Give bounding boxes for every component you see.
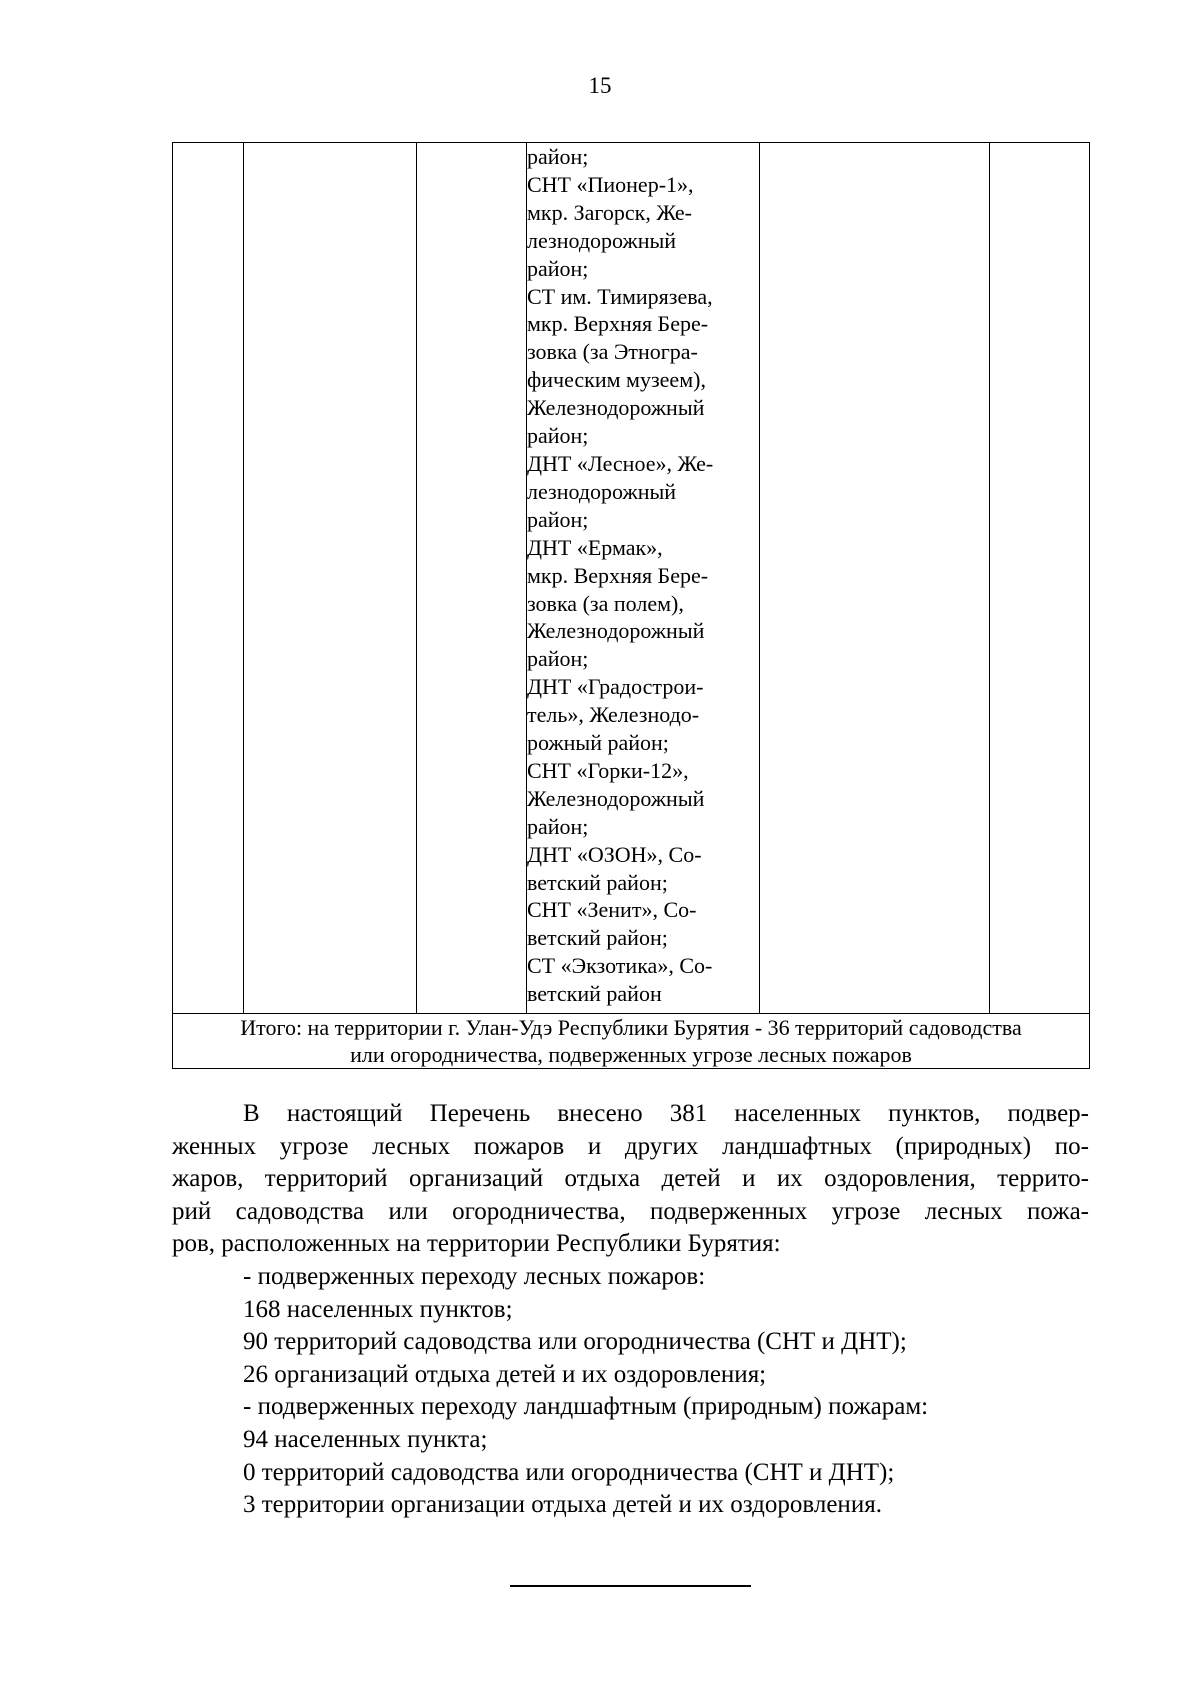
territory-line: СНТ «Зенит», Со- — [527, 897, 697, 923]
table-row — [173, 143, 1090, 1014]
territory-line: ветский район; — [527, 869, 668, 895]
territory-line: ДНТ «Лесное», Же- — [527, 450, 714, 476]
territories-table — [172, 142, 1090, 1069]
territory-line: лезнодорожный — [527, 478, 677, 504]
territory-line: район; — [527, 506, 589, 532]
territory-line: район; — [527, 255, 589, 281]
territory-line: мкр. Верхняя Бере- — [527, 311, 709, 337]
territory-line: зовка (за Этногра- — [527, 339, 698, 365]
territory-line: СТ «Экзотика», Со- — [527, 953, 713, 979]
paragraph-line: рий садоводства или огородничества, подверженных угрозе лесных пожа- — [172, 1197, 1089, 1225]
paragraph-line: женных угрозе лесных пожаров и других ландшафтных (природных) по- — [172, 1132, 1089, 1160]
table-total-cell — [173, 1014, 1090, 1069]
table-cell-measures — [760, 143, 990, 1014]
territory-line: Железнодорожный — [527, 395, 705, 421]
territory-line: зовка (за полем), — [527, 590, 684, 616]
list-item: - подверженных переходу лесных пожаров: — [243, 1262, 706, 1290]
list-item: 3 территории организации отдыха детей и их оздоровления. — [243, 1491, 882, 1519]
list-item: - подверженных переходу ландшафтным (природным) пожарам: — [243, 1393, 929, 1421]
total-line: Итого: на территории г. Улан-Удэ Республики Бурятия - 36 территорий садоводства — [240, 1015, 1022, 1040]
list-item: 94 населенных пункта; — [243, 1425, 488, 1453]
total-line: или огородничества, подверженных угрозе лесных пожаров — [350, 1042, 912, 1067]
territory-line: СТ им. Тимирязева, — [527, 283, 713, 309]
territory-line: тель», Железнодо- — [527, 702, 700, 728]
territory-line: ДНТ «Ермак», — [527, 534, 663, 560]
list-item: 90 территорий садоводства или огородничества (СНТ и ДНТ); — [243, 1328, 907, 1356]
territory-line: Железнодорожный — [527, 618, 705, 644]
territory-line: район; — [527, 144, 589, 169]
territory-line: ветский район; — [527, 925, 668, 951]
territory-line: СНТ «Пионер-1», — [527, 171, 694, 197]
territory-line: лезнодорожный — [527, 227, 677, 253]
territory-line: мкр. Загорск, Же- — [527, 199, 693, 225]
territory-line: фическим музеем), — [527, 367, 706, 393]
territory-line: СНТ «Горки-12», — [527, 757, 689, 783]
table-cell-territories — [527, 143, 760, 1014]
page-number: 15 — [588, 73, 612, 98]
territory-line: Железнодорожный — [527, 785, 705, 811]
table-cell-notes — [990, 143, 1090, 1014]
table-cell-district — [244, 143, 417, 1014]
list-item: 168 населенных пунктов; — [243, 1295, 513, 1323]
paragraph-line: В настоящий Перечень внесено 381 населенных пунктов, подвер- — [243, 1100, 1089, 1127]
list-item: 26 организаций отдыха детей и их оздоровления; — [243, 1360, 767, 1388]
table-cell-number — [173, 143, 244, 1014]
paragraph-line: жаров, территорий организаций отдыха детей и их оздоровления, террито- — [172, 1165, 1089, 1193]
territory-line: ДНТ «Градострои- — [527, 674, 704, 700]
table-cell-code — [417, 143, 527, 1014]
territory-line: район; — [527, 423, 589, 449]
territory-line: рожный район; — [527, 730, 669, 756]
end-divider — [510, 1585, 751, 1587]
summary-section — [172, 1098, 1089, 1522]
territory-line: ветский район — [527, 981, 662, 1007]
paragraph-line: ров, расположенных на территории Республики Бурятия: — [172, 1230, 781, 1258]
territory-line: район; — [527, 646, 589, 672]
table-total-row — [173, 1014, 1090, 1069]
list-item: 0 территорий садоводства или огородничества (СНТ и ДНТ); — [243, 1458, 895, 1486]
territory-line: ДНТ «ОЗОН», Со- — [527, 841, 702, 867]
territory-line: район; — [527, 813, 589, 839]
territory-line: мкр. Верхняя Бере- — [527, 562, 709, 588]
